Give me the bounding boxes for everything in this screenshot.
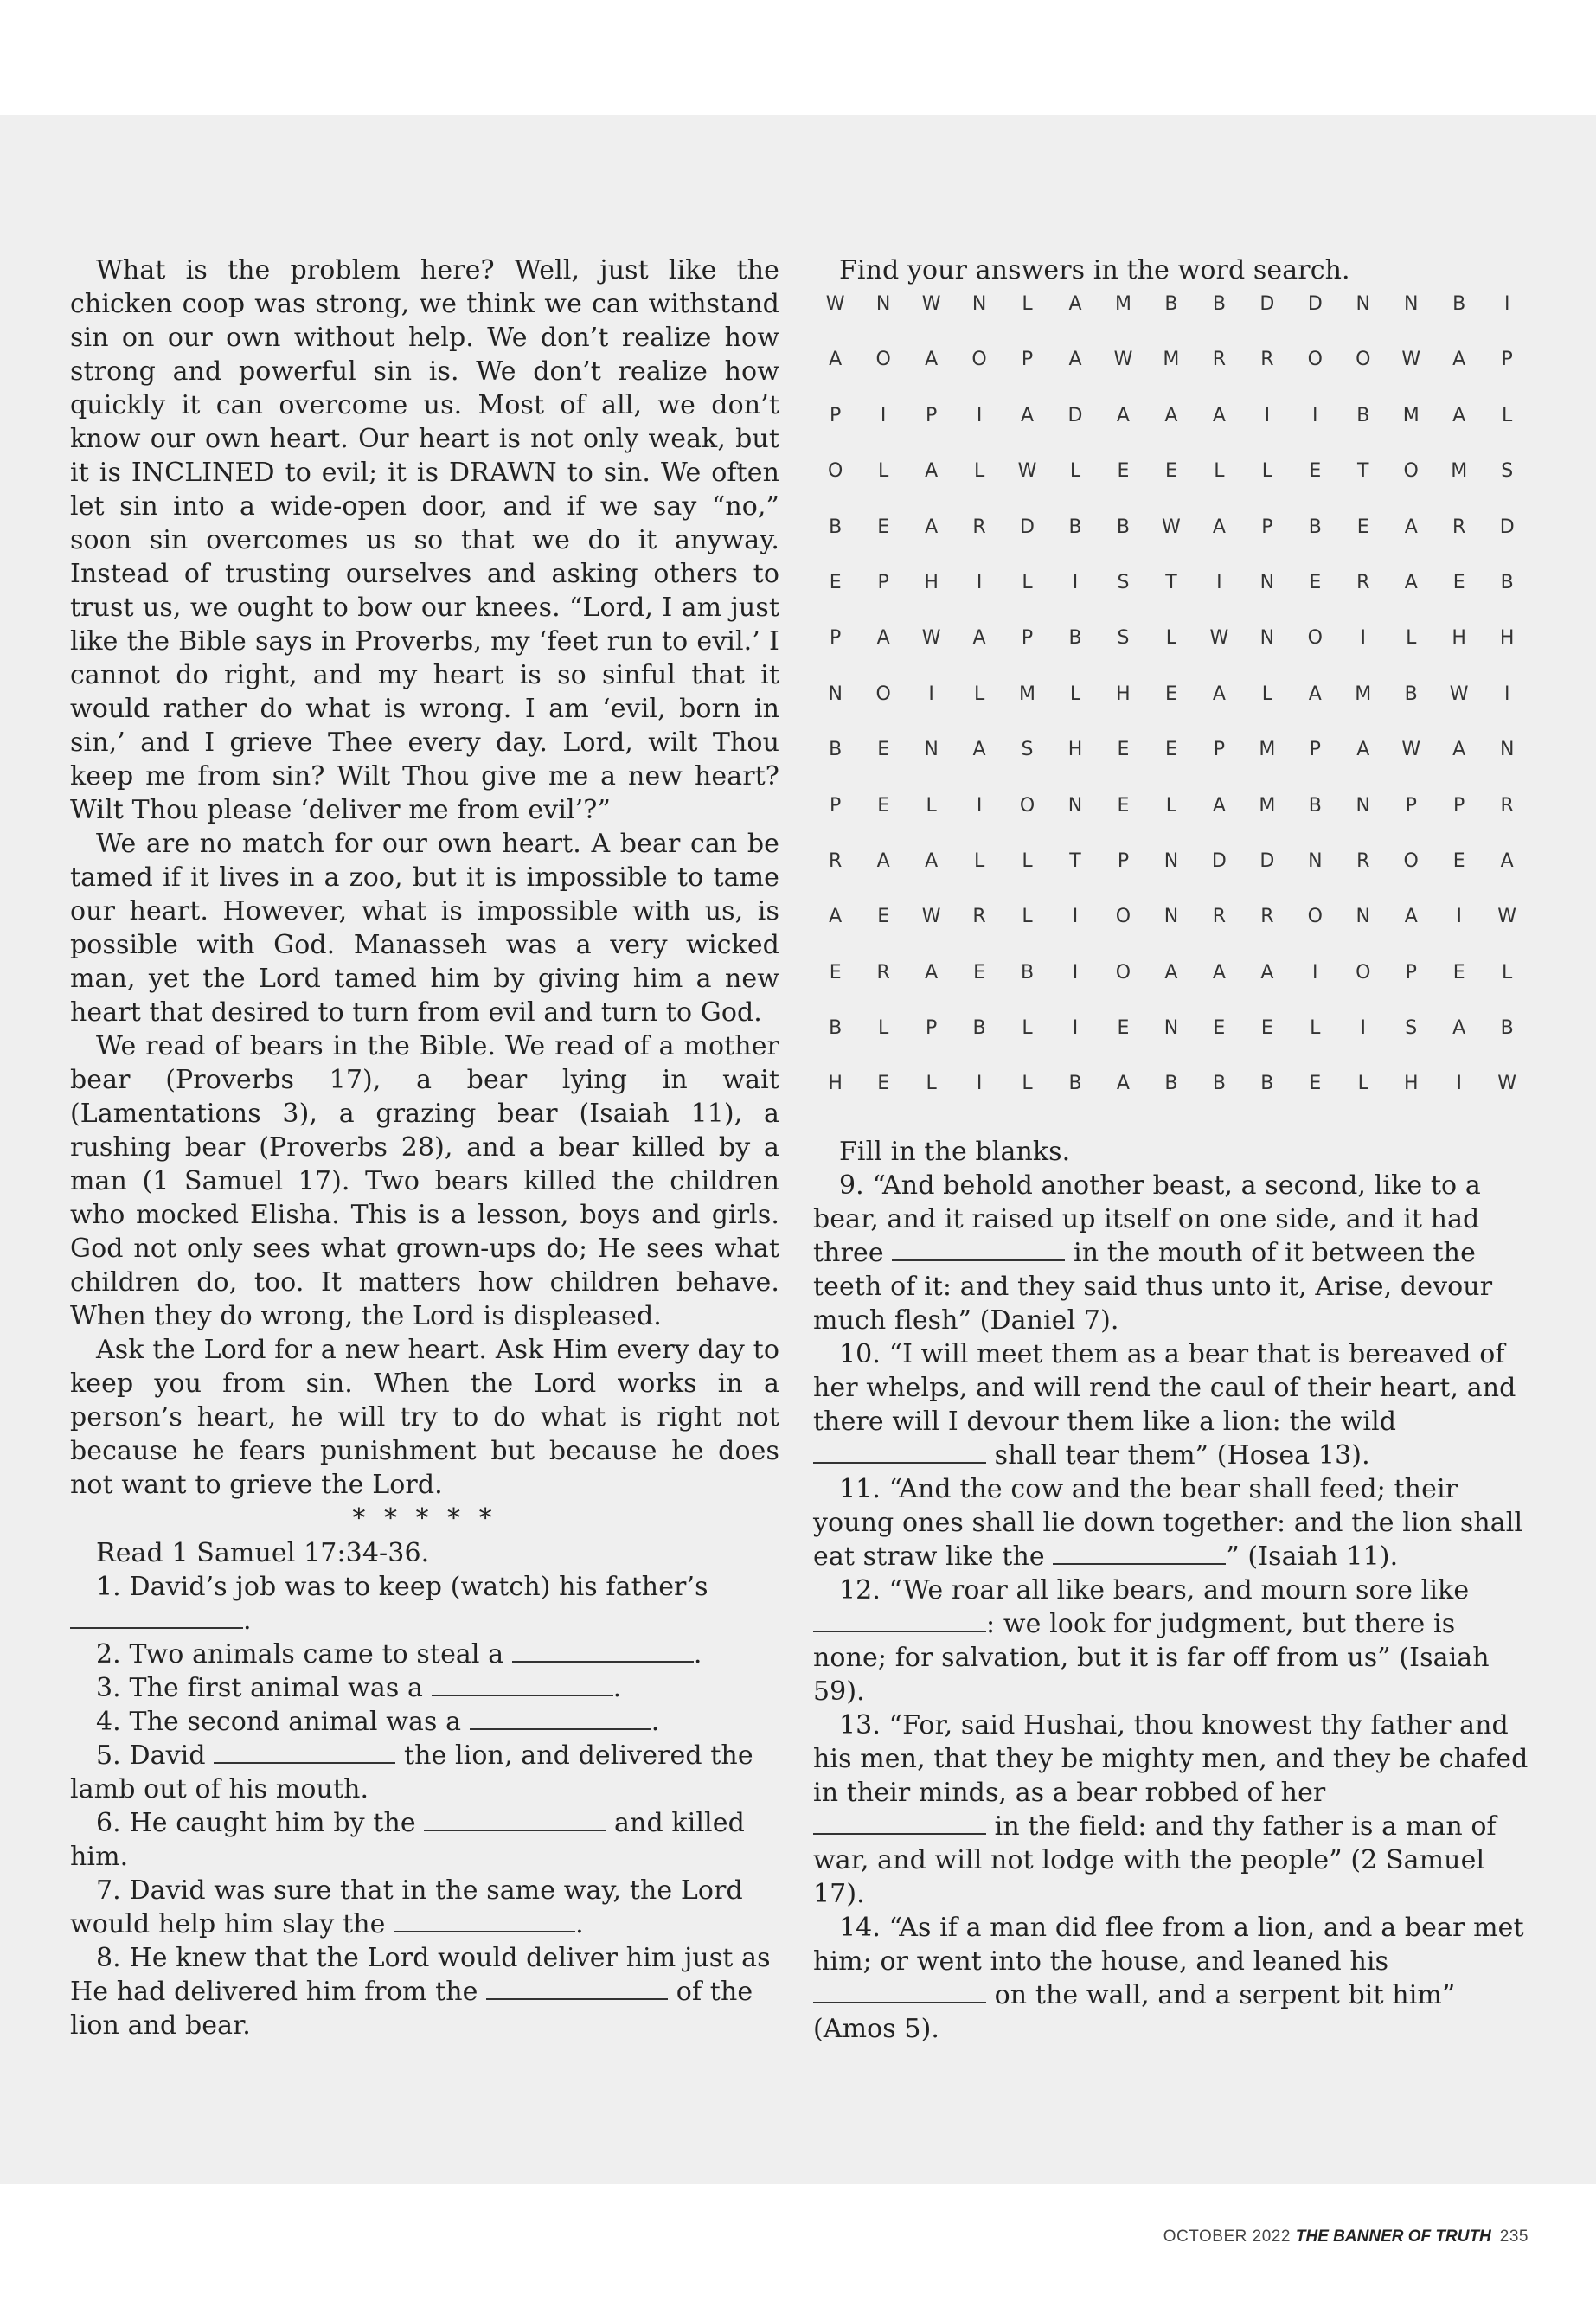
word-search-letter: N <box>1308 849 1323 872</box>
article-paragraph: We read of bears in the Bible. We read of a mother bear (Proverbs 17), a bear lying in wait (Lamentations 3), a grazing bear (Isaiah 11), a rushing bear (Proverbs 28), and a bear killed by a man (1 Samuel 17). Two bears killed the children who mocked Elisha. This is a lesson, boys and girls. God not only sees what grown-ups do; He sees what children do, too. It matters how children behave. When they do wrong, the Lord is displeased. <box>70 1031 779 1331</box>
word-search-letter: S <box>1021 739 1034 761</box>
word-search-letter: O <box>875 683 891 705</box>
word-search-letter: B <box>972 1017 986 1040</box>
answer-blank[interactable] <box>1053 1541 1226 1565</box>
word-search-letter: O <box>1115 961 1131 984</box>
word-search-letter: D <box>1259 293 1275 315</box>
word-search-letter: B <box>1452 293 1466 315</box>
word-search-letter: L <box>1214 460 1225 483</box>
word-search-letter: N <box>1163 906 1179 928</box>
word-search-letter: N <box>1259 627 1275 650</box>
word-search-letter: B <box>1068 516 1082 538</box>
word-search-letter: R <box>1500 794 1514 817</box>
word-search-letter: R <box>1260 349 1274 371</box>
word-search-letter: P <box>830 794 842 817</box>
word-search-letter: E <box>877 516 890 538</box>
word-search-letter: P <box>1213 739 1226 761</box>
word-search-letter: A <box>972 627 986 650</box>
word-search-letter: E <box>1452 571 1465 593</box>
word-search-letter: A <box>829 349 843 371</box>
word-search-letter: P <box>830 404 842 426</box>
answer-blank[interactable] <box>424 1807 606 1831</box>
word-search-letter: R <box>1212 906 1227 928</box>
word-search-letter: M <box>1355 683 1372 705</box>
word-search-letter: P <box>1021 627 1034 650</box>
word-search-letter: N <box>971 293 987 315</box>
fill-instruction: Fill in the blanks. <box>839 1136 1071 1167</box>
word-search-letter: N <box>1499 739 1515 761</box>
word-search-letter: P <box>1501 349 1513 371</box>
word-search-letter: A <box>1021 404 1035 426</box>
word-search-letter: W <box>1162 516 1181 538</box>
word-search-letter: A <box>925 516 939 538</box>
word-search-letter: L <box>926 794 937 817</box>
word-search-letter: A <box>876 849 890 872</box>
question-7: 7. David was sure that in the same way, the Lord would help him slay the . <box>70 1875 743 1939</box>
word-search-letter: L <box>1022 906 1033 928</box>
word-search-letter: N <box>1356 794 1371 817</box>
word-search-letter: O <box>1403 849 1419 872</box>
word-search-letter: I <box>1312 961 1318 984</box>
word-search-letter: P <box>830 627 842 650</box>
word-search-row <box>811 907 1531 962</box>
answer-blank[interactable] <box>813 1811 986 1835</box>
word-search-letter: B <box>1068 1073 1082 1095</box>
word-search-letter: W <box>921 627 941 650</box>
word-search-letter: E <box>1452 961 1465 984</box>
question-1: 1. David’s job was to keep (watch) his father’s . <box>70 1570 779 1638</box>
word-search-letter: L <box>973 683 985 705</box>
word-search-row <box>811 796 1531 851</box>
word-search-letter: N <box>875 293 891 315</box>
word-search-letter: I <box>976 404 983 426</box>
word-search-letter: O <box>1307 627 1324 650</box>
word-search-letter: L <box>1022 571 1033 593</box>
word-search-letter: P <box>1021 349 1034 371</box>
word-search-letter: A <box>1404 571 1418 593</box>
word-search-letter: O <box>875 349 891 371</box>
word-search-letter: I <box>976 794 983 817</box>
word-search-letter: B <box>1308 516 1322 538</box>
word-search-letter: D <box>1067 404 1083 426</box>
word-search-letter: E <box>1164 460 1177 483</box>
page-number: 235 <box>1499 2227 1529 2246</box>
word-search-letter: M <box>1259 739 1276 761</box>
word-search-letter: I <box>1072 571 1079 593</box>
word-search-letter: R <box>876 961 890 984</box>
word-search-letter: N <box>1356 906 1371 928</box>
word-search-letter: L <box>1069 683 1081 705</box>
word-search-letter: A <box>1212 404 1227 426</box>
word-search-letter: A <box>1212 683 1227 705</box>
question-9: 9. “And behold another beast, a second, like to a bear, and it raised up itself on one side, and it had three in the mouth of it between the teeth of it: and they said thus unto it, Arise, devour much flesh” (Daniel 7). <box>813 1170 1493 1336</box>
word-search-letter: L <box>1261 683 1273 705</box>
word-search-letter: A <box>1212 961 1227 984</box>
question-14: 14. “As if a man did flee from a lion, and a bear met him; or went into the house, and leaned his on the wall, and a serpent bit him” (Amos 5). <box>813 1912 1524 2044</box>
word-search-row <box>811 851 1531 907</box>
issue-date: OCTOBER 2022 <box>1163 2227 1291 2246</box>
word-search-letter: A <box>829 906 843 928</box>
word-search-row <box>811 573 1531 628</box>
word-search-letter: B <box>1164 293 1178 315</box>
word-search-letter: I <box>1264 404 1271 426</box>
word-search-letter: E <box>877 739 890 761</box>
word-search-letter: E <box>877 794 890 817</box>
word-search-letter: E <box>1117 794 1130 817</box>
word-search-letter: I <box>976 1073 983 1095</box>
word-search-letter: B <box>829 516 843 538</box>
reading-instruction: Read 1 Samuel 17:34-36. <box>96 1538 430 1568</box>
answer-blank[interactable] <box>394 1908 575 1932</box>
word-search-letter: N <box>1356 293 1371 315</box>
word-search-letter: A <box>1212 794 1227 817</box>
word-search-letter: M <box>1451 460 1468 483</box>
word-search-letter: W <box>825 293 845 315</box>
word-search-row <box>811 406 1531 461</box>
word-search-letter: L <box>1310 1017 1321 1040</box>
word-search-letter: D <box>1020 516 1035 538</box>
word-search-letter: A <box>1212 516 1227 538</box>
word-search-letter: L <box>878 460 889 483</box>
question-5: 5. David the lion, and delivered the lamb out of his mouth. <box>70 1740 753 1804</box>
word-search-letter: W <box>1017 460 1037 483</box>
word-search-letter: A <box>1404 906 1418 928</box>
word-search-letter: B <box>1164 1073 1178 1095</box>
word-search-letter: A <box>1356 739 1370 761</box>
word-search-letter: I <box>976 571 983 593</box>
word-search-letter: P <box>925 1017 938 1040</box>
word-search-letter: A <box>1068 349 1082 371</box>
word-search-letter: B <box>829 1017 843 1040</box>
word-search-letter: B <box>1260 1073 1274 1095</box>
word-search-letter: T <box>1357 460 1369 483</box>
question-6: 6. He caught him by the and killed him. <box>70 1808 745 1872</box>
word-search-letter: S <box>1117 627 1130 650</box>
word-search-letter: L <box>926 1073 937 1095</box>
word-search-letter: H <box>1403 1073 1419 1095</box>
word-search-letter: T <box>1165 571 1177 593</box>
word-search-letter: L <box>878 1017 889 1040</box>
word-search-letter: S <box>1117 571 1130 593</box>
word-search-letter: D <box>1259 849 1275 872</box>
word-search-letter: A <box>1404 516 1418 538</box>
word-search-letter: W <box>921 906 941 928</box>
word-search-letter: E <box>1117 460 1130 483</box>
word-search-letter: L <box>1022 1017 1033 1040</box>
word-search-letter: B <box>1212 1073 1227 1095</box>
word-search-letter: B <box>1500 571 1514 593</box>
word-search-letter: E <box>1164 683 1177 705</box>
word-search-letter: N <box>1403 293 1419 315</box>
word-search-letter: B <box>1500 1017 1514 1040</box>
word-search-row <box>811 461 1531 516</box>
answer-blank[interactable] <box>214 1740 395 1764</box>
page-footer <box>1163 2227 1529 2247</box>
word-search-letter: A <box>876 627 890 650</box>
word-search-letter: E <box>1356 516 1369 538</box>
word-search-letter: W <box>1497 1073 1517 1095</box>
word-search-letter: P <box>1453 794 1465 817</box>
word-search-letter: D <box>1307 293 1323 315</box>
word-search-letter: R <box>1260 906 1274 928</box>
word-search-row <box>811 1018 1531 1074</box>
word-search-letter: R <box>1356 571 1370 593</box>
word-search-letter: L <box>1022 1073 1033 1095</box>
word-search-letter: E <box>829 961 842 984</box>
word-search-letter: O <box>971 349 987 371</box>
word-search-letter: O <box>1356 961 1371 984</box>
word-search-letter: I <box>1456 906 1463 928</box>
word-search-letter: E <box>1309 571 1322 593</box>
word-search-letter: L <box>973 849 985 872</box>
word-search-row <box>811 1074 1531 1129</box>
word-search-letter: L <box>1069 460 1081 483</box>
answer-blank[interactable] <box>813 1608 986 1632</box>
word-search-letter: M <box>1259 794 1276 817</box>
word-search-letter: L <box>1261 460 1273 483</box>
word-search-letter: H <box>828 1073 843 1095</box>
word-search-letter: A <box>1452 349 1466 371</box>
word-search-letter: I <box>1216 571 1222 593</box>
word-search-letter: I <box>1360 627 1367 650</box>
word-search-row <box>811 294 1531 349</box>
word-search-letter: E <box>1117 739 1130 761</box>
word-search-grid <box>811 294 1531 1130</box>
word-search-letter: N <box>1067 794 1083 817</box>
answer-blank[interactable] <box>813 1979 986 2003</box>
word-search-letter: I <box>1072 961 1079 984</box>
word-search-letter: I <box>1456 1073 1463 1095</box>
word-search-letter: L <box>1406 627 1417 650</box>
word-search-letter: I <box>1312 404 1318 426</box>
word-search-letter: A <box>1116 1073 1131 1095</box>
word-search-letter: B <box>1020 961 1035 984</box>
word-search-letter: A <box>1308 683 1322 705</box>
word-search-letter: L <box>1165 627 1177 650</box>
question-13: 13. “For, said Hushai, thou knowest thy father and his men, that they be mighty men, and they be chafed in their minds, as a bear robbed of her in the field: and thy father is a man of war, and will not lodge with the people” (2 Samuel 17). <box>813 1709 1529 1909</box>
answer-blank[interactable] <box>432 1672 613 1696</box>
word-search-letter: R <box>1356 849 1370 872</box>
answer-blank[interactable] <box>486 1976 668 2000</box>
word-search-letter: L <box>1502 404 1513 426</box>
word-search-letter: L <box>973 460 985 483</box>
word-search-letter: A <box>1164 404 1178 426</box>
question-11: 11. “And the cow and the bear shall feed; their young ones shall lie down together: and the lion shall eat straw like the ” (Isaiah 11). <box>813 1473 1523 1572</box>
word-search-letter: E <box>1309 460 1322 483</box>
word-search-letter: R <box>972 906 986 928</box>
word-search-letter: B <box>1068 627 1082 650</box>
word-search-letter: T <box>1069 849 1081 872</box>
word-search-letter: A <box>925 849 939 872</box>
word-search-letter: A <box>1164 961 1178 984</box>
word-search-letter: E <box>1260 1017 1273 1040</box>
question-10: 10. “I will meet them as a bear that is bereaved of her whelps, and will rend the caul of their heart, and there will I devour them like a lion: the wild shall tear them” (Hosea 13). <box>813 1338 1516 1471</box>
word-search-letter: B <box>1404 683 1418 705</box>
word-search-row <box>811 684 1531 740</box>
section-divider: * * * * * <box>352 1503 497 1534</box>
word-search <box>811 294 1531 1130</box>
word-search-letter: O <box>1356 349 1371 371</box>
word-search-letter: H <box>1116 683 1131 705</box>
word-search-letter: N <box>1163 849 1179 872</box>
word-search-letter: R <box>1452 516 1466 538</box>
left-column <box>70 253 779 2042</box>
word-search-letter: S <box>1405 1017 1418 1040</box>
word-search-letter: A <box>925 349 939 371</box>
word-search-letter: A <box>1116 404 1131 426</box>
word-search-letter: W <box>1497 906 1517 928</box>
word-search-letter: R <box>829 849 843 872</box>
word-search-letter: O <box>1307 349 1324 371</box>
word-search-letter: O <box>828 460 843 483</box>
question-12: 12. “We roar all like bears, and mourn sore like : we look for judgment, but there is none; for salvation, but it is far off from us” (Isaiah 59). <box>813 1574 1490 1707</box>
question-2: 2. Two animals came to steal a . <box>96 1639 702 1670</box>
word-search-letter: A <box>1260 961 1274 984</box>
word-search-letter: I <box>1072 906 1079 928</box>
magazine-page <box>0 115 1596 2246</box>
word-search-row <box>811 349 1531 405</box>
word-search-row <box>811 517 1531 573</box>
word-search-letter: M <box>1402 404 1420 426</box>
word-search-letter: I <box>1072 1017 1079 1040</box>
word-search-row <box>811 628 1531 683</box>
word-search-letter: P <box>1117 849 1130 872</box>
word-search-letter: S <box>1501 460 1514 483</box>
word-search-letter: W <box>1401 739 1421 761</box>
answer-blank[interactable] <box>70 1605 243 1629</box>
word-search-letter: A <box>925 460 939 483</box>
word-search-letter: L <box>1022 849 1033 872</box>
question-4: 4. The second animal was a . <box>96 1707 660 1737</box>
word-search-instruction: Find your answers in the word search. <box>839 255 1350 285</box>
word-search-letter: W <box>921 293 941 315</box>
word-search-row <box>811 963 1531 1018</box>
word-search-letter: B <box>1116 516 1131 538</box>
word-search-letter: D <box>1499 516 1515 538</box>
word-search-letter: E <box>1117 1017 1130 1040</box>
word-search-letter: W <box>1113 349 1133 371</box>
word-search-letter: P <box>925 404 938 426</box>
word-search-letter: A <box>925 961 939 984</box>
word-search-letter: B <box>1308 794 1322 817</box>
word-search-letter: E <box>1309 1073 1322 1095</box>
word-search-letter: I <box>1503 293 1510 315</box>
word-search-letter: H <box>1452 627 1467 650</box>
right-column <box>813 253 1531 2046</box>
answer-blank[interactable] <box>512 1638 694 1663</box>
word-search-letter: M <box>1163 349 1180 371</box>
word-search-letter: M <box>1019 683 1036 705</box>
word-search-letter: I <box>1360 1017 1367 1040</box>
word-search-letter: E <box>1164 739 1177 761</box>
word-search-letter: N <box>924 739 939 761</box>
question-3: 3. The first animal was a . <box>96 1673 622 1703</box>
word-search-letter: W <box>1401 349 1421 371</box>
word-search-letter: M <box>1114 293 1132 315</box>
article-paragraph: What is the problem here? Well, just like the chicken coop was strong, we think we can withstand sin on our own without help. We don’t realize how strong and powerful sin is. We don’t realize how quickly it can overcome us. Most of all, we don’t know our own heart. Our heart is not only weak, but it is INCLINED to evil; it is DRAWN to sin. We often let sin into a wide-open door, and if we say “no,” soon sin overcomes us so that we do it anyway. Instead of trusting ourselves and asking others to trust us, we ought to bow our knees. “Lord, I am just like the Bible says in Proverbs, my ‘feet run to evil.’ I cannot do right, and my heart is so sinful that it would rather do what is wrong. I am ‘evil, born in sin,’ and I grieve Thee every day. Lord, wilt Thou keep me from sin? Wilt Thou give me a new heart? Wilt Thou please ‘deliver me from evil’?” <box>70 255 779 825</box>
word-search-letter: A <box>1452 404 1466 426</box>
word-search-row <box>811 740 1531 795</box>
word-search-letter: E <box>829 571 842 593</box>
word-search-letter: B <box>829 739 843 761</box>
word-search-letter: N <box>828 683 843 705</box>
answer-blank[interactable] <box>470 1706 651 1730</box>
word-search-letter: P <box>1405 794 1417 817</box>
word-search-letter: A <box>972 739 986 761</box>
word-search-letter: H <box>924 571 939 593</box>
word-search-letter: L <box>1022 293 1033 315</box>
word-search-letter: P <box>1309 739 1322 761</box>
word-search-letter: I <box>928 683 934 705</box>
word-search-letter: N <box>1259 571 1275 593</box>
word-search-letter: E <box>973 961 986 984</box>
word-search-letter: E <box>1213 1017 1226 1040</box>
magazine-title: THE BANNER OF TRUTH <box>1295 2227 1491 2246</box>
article-paragraph: Ask the Lord for a new heart. Ask Him every day to keep you from sin. When the Lord works in a person’s heart, he will try to do what is right not because he fears punishment but because he does not want to grieve the Lord. <box>70 1335 779 1500</box>
word-search-letter: E <box>877 1073 890 1095</box>
word-search-letter: H <box>1499 627 1515 650</box>
word-search-letter: A <box>1500 849 1514 872</box>
word-search-letter: R <box>1212 349 1227 371</box>
question-8: 8. He knew that the Lord would deliver him just as He had delivered him from the of the lion and bear. <box>70 1943 771 2041</box>
word-search-letter: A <box>1452 739 1466 761</box>
word-search-letter: P <box>1405 961 1417 984</box>
word-search-letter: O <box>1307 906 1324 928</box>
word-search-letter: O <box>1019 794 1035 817</box>
word-search-letter: L <box>1502 961 1513 984</box>
word-search-letter: N <box>1163 1017 1179 1040</box>
word-search-letter: W <box>1209 627 1229 650</box>
answer-blank[interactable] <box>813 1439 986 1464</box>
word-search-letter: I <box>1503 683 1510 705</box>
word-search-letter: O <box>1403 460 1419 483</box>
word-search-letter: W <box>1449 683 1469 705</box>
word-search-letter: D <box>1211 849 1227 872</box>
word-search-letter: L <box>1165 794 1177 817</box>
word-search-letter: A <box>1452 1017 1466 1040</box>
answer-blank[interactable] <box>892 1237 1065 1261</box>
word-search-letter: P <box>877 571 889 593</box>
word-search-letter: H <box>1067 739 1083 761</box>
word-search-letter: P <box>1261 516 1273 538</box>
word-search-letter: O <box>1115 906 1131 928</box>
word-search-letter: R <box>972 516 986 538</box>
word-search-letter: B <box>1356 404 1370 426</box>
word-search-letter: A <box>1068 293 1082 315</box>
word-search-letter: B <box>1212 293 1227 315</box>
word-search-letter: L <box>1357 1073 1368 1095</box>
word-search-letter: E <box>877 906 890 928</box>
article-paragraph: We are no match for our own heart. A bear can be tamed if it lives in a zoo, but it is impossible to tame our heart. However, what is impossible with us, is possible with God. Manasseh was a very wicked man, yet the Lord tamed him by giving him a new heart that desired to turn from evil and turn to God. <box>70 829 779 1028</box>
word-search-letter: E <box>1452 849 1465 872</box>
word-search-letter: I <box>880 404 887 426</box>
